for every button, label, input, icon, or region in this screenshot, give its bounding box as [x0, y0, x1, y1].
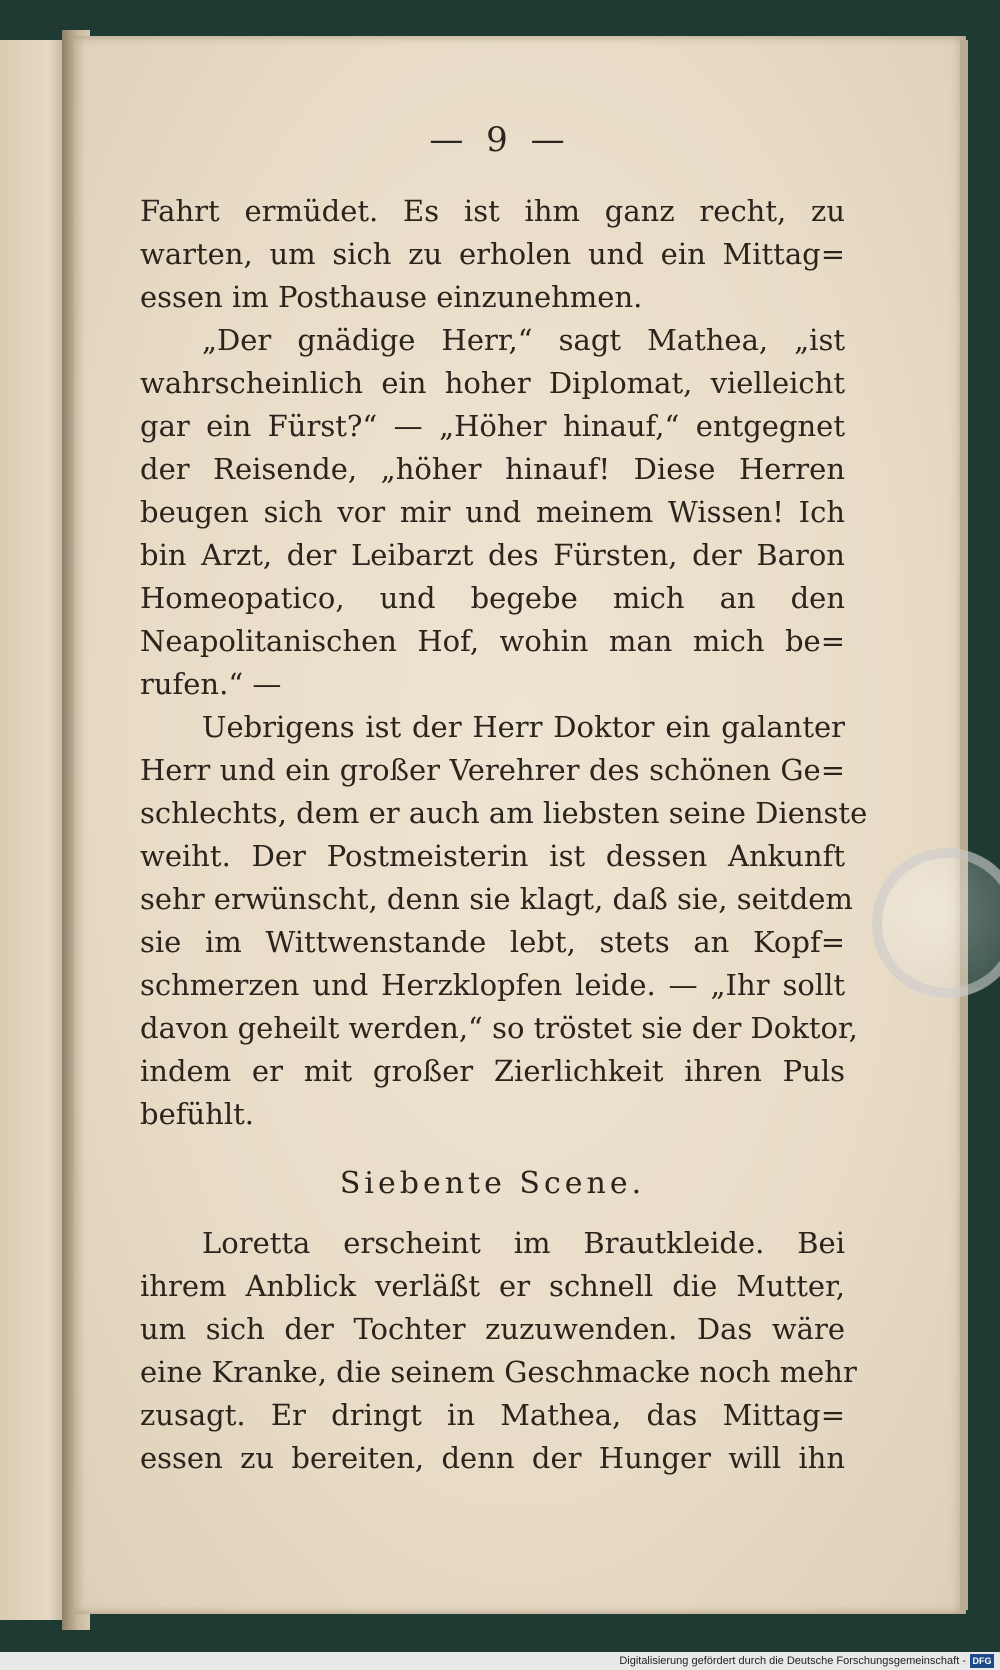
text-line: davon geheilt werden,“ so tröstet sie der Doktor, [140, 1011, 858, 1045]
text-line: Uebrigens ist der Herr Doktor ein galanter [202, 710, 845, 744]
footer-credit: Digitalisierung gefördert durch die Deutsche Forschungsgemeinschaft - [619, 1655, 966, 1667]
text-line: Homeopatico, und begebe mich an den [140, 581, 845, 615]
text-line: sie im Wittwenstande lebt, stets an Kopf= [140, 925, 845, 959]
text-line: indem er mit großer Zierlichkeit ihren Puls [140, 1054, 845, 1088]
text-line: Neapolitanischen Hof, wohin man mich be= [140, 624, 845, 658]
text-line: befühlt. [140, 1097, 254, 1131]
text-line: um sich der Tochter zuzuwenden. Das wäre [140, 1312, 845, 1346]
text-line: schlechts, dem er auch am liebsten seine Dienste [140, 796, 868, 830]
text-line: ihrem Anblick verläßt er schnell die Mutter, [140, 1269, 845, 1303]
text-line: Loretta erscheint im Brautkleide. Bei [202, 1226, 845, 1260]
text-line: Fahrt ermüdet. Es ist ihm ganz recht, zu [140, 194, 845, 228]
text-line: essen zu bereiten, denn der Hunger will ihn [140, 1441, 845, 1475]
text-line: eine Kranke, die seinem Geschmacke noch mehr [140, 1355, 857, 1389]
scene-heading: Siebente Scene. [339, 1166, 646, 1201]
dfg-logo: DFG [970, 1654, 994, 1668]
left-page-edge [0, 40, 70, 1620]
text-line: gar ein Fürst?“ — „Höher hinauf,“ entgegnet [140, 409, 845, 443]
text-line: essen im Posthause einzunehmen. [140, 280, 643, 314]
text-line: schmerzen und Herzklopfen leide. — „Ihr sollt [140, 968, 845, 1002]
text-line: rufen.“ — [140, 667, 282, 701]
page-edge [960, 40, 968, 1610]
text-line: Herr und ein großer Verehrer des schönen Ge= [140, 753, 845, 787]
text-line: warten, um sich zu erholen und ein Mittag= [140, 237, 845, 271]
text-line: bin Arzt, der Leibarzt des Fürsten, der Baron [140, 538, 845, 572]
text-line: zusagt. Er dringt in Mathea, das Mittag= [140, 1398, 845, 1432]
text-line: weiht. Der Postmeisterin ist dessen Ankunft [140, 839, 845, 873]
page-number: — 9 — [429, 120, 571, 160]
text-line: beugen sich vor mir und meinem Wissen! Ich [140, 495, 845, 529]
page-text [140, 190, 868, 1480]
text-line: sehr erwünscht, denn sie klagt, daß sie, seitdem [140, 882, 853, 916]
text-line: „Der gnädige Herr,“ sagt Mathea, „ist [202, 323, 845, 357]
text-line: wahrscheinlich ein hoher Diplomat, vielleicht [140, 366, 845, 400]
text-line: der Reisende, „höher hinauf! Diese Herren [140, 452, 845, 486]
